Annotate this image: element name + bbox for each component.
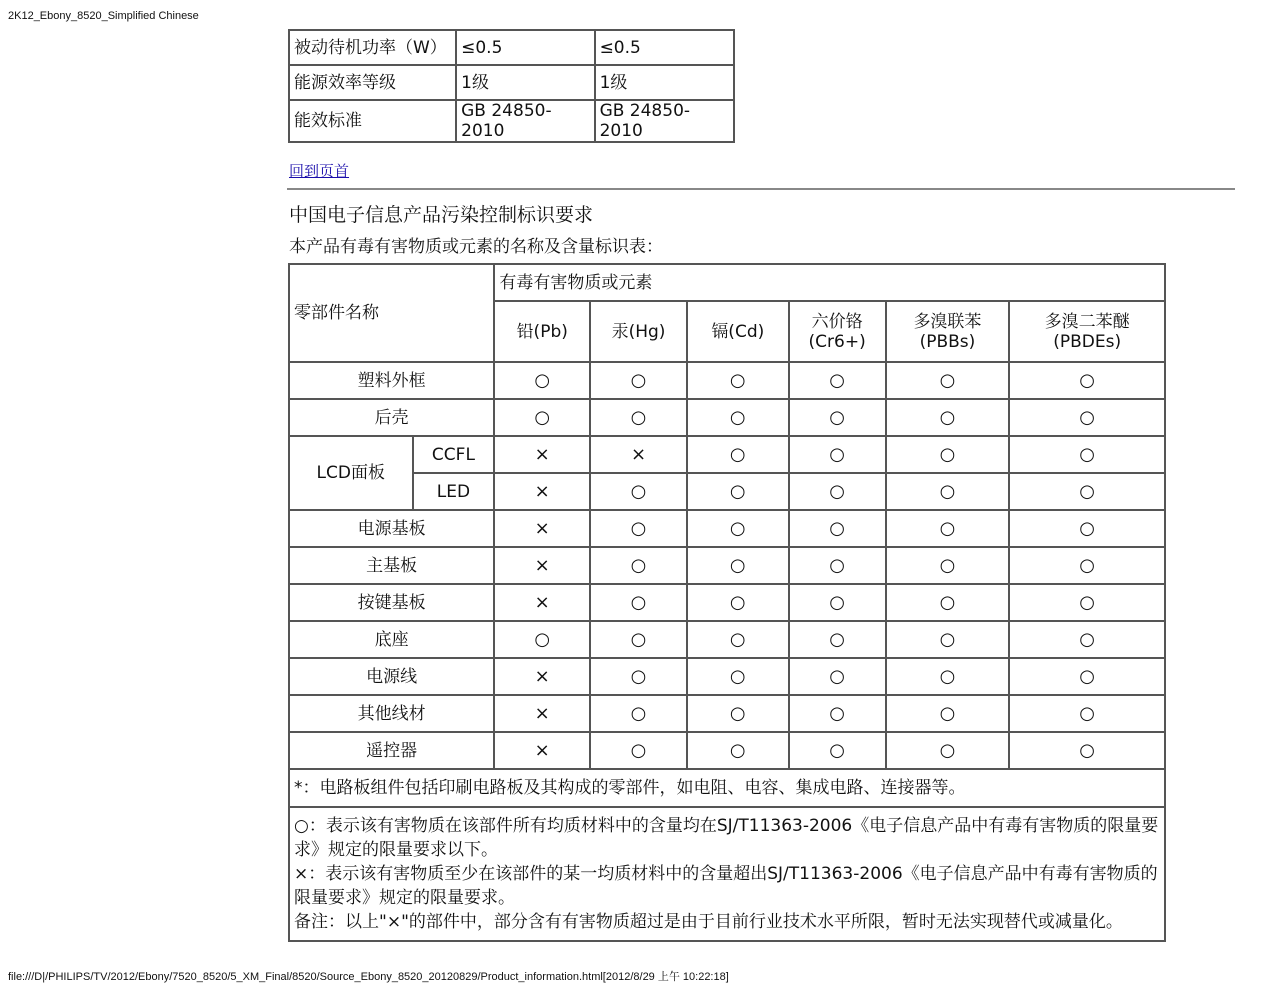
hazard-mark: ○ xyxy=(886,584,1010,621)
hazard-mark: ○ xyxy=(687,510,789,547)
energy-cell: 1级 xyxy=(595,65,734,100)
hazard-mark: ○ xyxy=(789,547,886,584)
table-row xyxy=(289,732,1165,769)
hazard-mark: × xyxy=(494,695,590,732)
substance-header: 汞(Hg) xyxy=(590,301,687,362)
hazard-mark: ○ xyxy=(1009,362,1165,399)
page-footer: file:///D|/PHILIPS/TV/2012/Ebony/7520_8520/5_XM_Final/8520/Source_Ebony_8520_20120829/Product_information.html[2012/8/29 上午 10:22:18] xyxy=(8,971,729,983)
substance-header: 多溴联苯 (PBBs) xyxy=(886,301,1010,362)
hazard-mark: ○ xyxy=(886,473,1010,510)
hazard-mark: ○ xyxy=(494,621,590,658)
hazard-mark: ○ xyxy=(590,732,687,769)
energy-cell: ≤0.5 xyxy=(595,30,734,65)
part-name: CCFL xyxy=(413,436,495,473)
table-row xyxy=(289,362,1165,399)
hazard-mark: ○ xyxy=(789,510,886,547)
hazard-mark: ○ xyxy=(687,732,789,769)
hazard-mark: ○ xyxy=(687,436,789,473)
hazard-mark: ○ xyxy=(886,621,1010,658)
table-row xyxy=(289,510,1165,547)
hazard-mark: ○ xyxy=(886,399,1010,436)
substance-header: 多溴二苯醚 (PBDEs) xyxy=(1009,301,1165,362)
back-to-top-link[interactable]: 回到页首 xyxy=(289,162,350,180)
part-name: 电源基板 xyxy=(289,510,494,547)
energy-cell: 被动待机功率（W） xyxy=(289,30,456,65)
energy-row xyxy=(289,30,734,65)
hazard-mark: ○ xyxy=(886,510,1010,547)
hazard-mark: × xyxy=(494,658,590,695)
hazard-mark: ○ xyxy=(1009,473,1165,510)
part-name: 电源线 xyxy=(289,658,494,695)
hazard-mark: ○ xyxy=(1009,621,1165,658)
hazard-mark: ○ xyxy=(789,621,886,658)
hazard-mark: ○ xyxy=(590,510,687,547)
part-name: 主基板 xyxy=(289,547,494,584)
section-heading: 中国电子信息产品污染控制标识要求 xyxy=(289,204,594,226)
divider xyxy=(287,188,1235,190)
hazard-mark: ○ xyxy=(789,732,886,769)
energy-cell: 能效标准 xyxy=(289,100,456,142)
hazard-mark: × xyxy=(590,436,687,473)
footnote: *：电路板组件包括印刷电路板及其构成的零部件，如电阻、电容、集成电路、连接器等。 xyxy=(289,769,1165,807)
hazard-mark: ○ xyxy=(886,732,1010,769)
part-name: 遥控器 xyxy=(289,732,494,769)
energy-cell: 能源效率等级 xyxy=(289,65,456,100)
hazard-mark: × xyxy=(494,473,590,510)
hazard-mark: ○ xyxy=(886,436,1010,473)
substance-header: 铅(Pb) xyxy=(494,301,590,362)
legend-note: ×：表示该有害物质至少在该部件的某一均质材料中的含量超出SJ/T11363-2006《电子信息产品中有毒有害物质的限量要求》规定的限量要求。 xyxy=(294,864,1158,908)
hazard-mark: × xyxy=(494,510,590,547)
hazard-mark: ○ xyxy=(886,547,1010,584)
hazard-mark: ○ xyxy=(687,584,789,621)
energy-cell: ≤0.5 xyxy=(456,30,594,65)
legend-note: 备注：以上"×"的部件中，部分含有有害物质超过是由于目前行业技术水平所限，暂时无法实现替代或减量化。 xyxy=(294,912,1123,932)
hazard-mark: ○ xyxy=(789,399,886,436)
hazard-mark: ○ xyxy=(590,658,687,695)
hazard-mark: ○ xyxy=(1009,436,1165,473)
hazard-mark: ○ xyxy=(590,362,687,399)
hazard-mark: ○ xyxy=(789,436,886,473)
part-name: 底座 xyxy=(289,621,494,658)
part-name: 其他线材 xyxy=(289,695,494,732)
hazard-mark: × xyxy=(494,584,590,621)
part-name: 后壳 xyxy=(289,399,494,436)
page-header: 2K12_Ebony_8520_Simplified Chinese xyxy=(8,10,199,22)
hazard-mark: ○ xyxy=(590,584,687,621)
hazard-mark: ○ xyxy=(687,362,789,399)
table-row xyxy=(289,584,1165,621)
energy-row xyxy=(289,65,734,100)
hazard-mark: ○ xyxy=(590,547,687,584)
hazard-mark: ○ xyxy=(1009,584,1165,621)
hazard-mark: ○ xyxy=(886,695,1010,732)
table-row xyxy=(289,436,1165,473)
table-row xyxy=(289,399,1165,436)
hazard-mark: ○ xyxy=(687,473,789,510)
part-name: LED xyxy=(413,473,495,510)
hazard-mark: ○ xyxy=(789,695,886,732)
hazard-mark: ○ xyxy=(886,658,1010,695)
lcd-panel-label: LCD面板 xyxy=(289,436,413,510)
hazard-mark: ○ xyxy=(1009,695,1165,732)
hazard-mark: × xyxy=(494,732,590,769)
hazard-mark: ○ xyxy=(494,362,590,399)
hazard-mark: ○ xyxy=(687,547,789,584)
energy-cell: GB 24850-2010 xyxy=(456,100,594,142)
hazard-mark: ○ xyxy=(590,473,687,510)
energy-cell: GB 24850-2010 xyxy=(595,100,734,142)
part-name: 按键基板 xyxy=(289,584,494,621)
hazard-mark: ○ xyxy=(1009,547,1165,584)
hazard-mark: ○ xyxy=(886,362,1010,399)
substance-header: 镉(Cd) xyxy=(687,301,789,362)
hazard-mark: × xyxy=(494,547,590,584)
hazard-mark: ○ xyxy=(1009,658,1165,695)
hazard-mark: ○ xyxy=(1009,399,1165,436)
hazard-mark: ○ xyxy=(1009,732,1165,769)
energy-table xyxy=(288,29,735,143)
part-name-header: 零部件名称 xyxy=(289,264,494,362)
hazard-mark: ○ xyxy=(590,695,687,732)
hazard-mark: ○ xyxy=(687,658,789,695)
hazard-mark: ○ xyxy=(687,621,789,658)
hazard-mark: × xyxy=(494,436,590,473)
table-row xyxy=(289,547,1165,584)
hazard-mark: ○ xyxy=(590,621,687,658)
table-row xyxy=(289,473,1165,510)
energy-row xyxy=(289,100,734,142)
table-row xyxy=(289,621,1165,658)
hazard-mark: ○ xyxy=(789,473,886,510)
hazard-mark: ○ xyxy=(789,584,886,621)
energy-cell: 1级 xyxy=(456,65,594,100)
hazard-mark: ○ xyxy=(687,695,789,732)
hazard-mark: ○ xyxy=(494,399,590,436)
hazard-table xyxy=(288,263,1166,942)
table-row xyxy=(289,695,1165,732)
legend-note: ○：表示该有害物质在该部件所有均质材料中的含量均在SJ/T11363-2006《电子信息产品中有毒有害物质的限量要求》规定的限量要求以下。 xyxy=(294,816,1159,860)
hazard-mark: ○ xyxy=(687,399,789,436)
substance-header: 六价铬 (Cr6+) xyxy=(789,301,886,362)
part-name: 塑料外框 xyxy=(289,362,494,399)
hazard-mark: ○ xyxy=(789,658,886,695)
hazard-mark: ○ xyxy=(789,362,886,399)
substance-group-header: 有毒有害物质或元素 xyxy=(494,264,1165,301)
hazard-mark: ○ xyxy=(590,399,687,436)
hazard-mark: ○ xyxy=(1009,510,1165,547)
section-subheading: 本产品有毒有害物质或元素的名称及含量标识表： xyxy=(289,237,663,257)
table-row xyxy=(289,658,1165,695)
legend-notes xyxy=(289,807,1165,941)
